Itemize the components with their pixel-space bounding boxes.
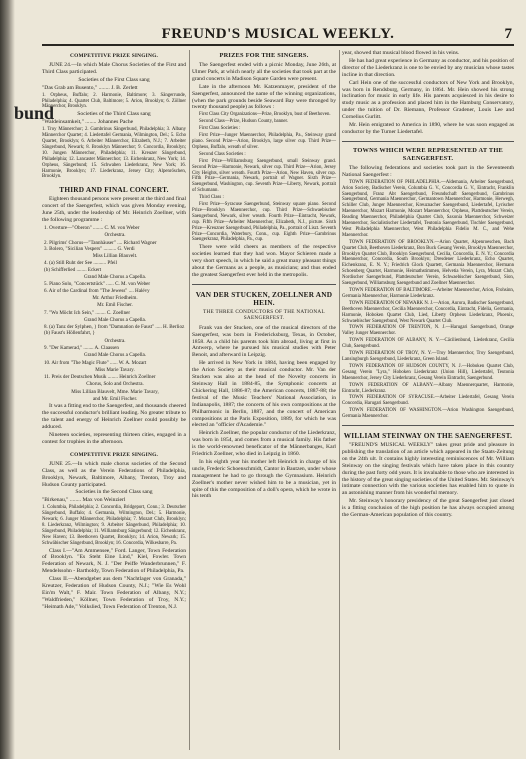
section-rule bbox=[342, 141, 514, 142]
article-subheading: THE THREE CONDUCTORS OF THE NATIONAL SAENGERFEST. bbox=[203, 308, 325, 322]
programme-item: 10. Air from "The Magic Flute" ...... W. A. Mozart bbox=[44, 359, 147, 366]
paragraph: It was a fitting end to the Saengerfest, and thousands cheered the successful conductor's brilliant leading. No greater tribute to the talent and energy of Heinrich Zoellner could possibly be adduced. bbox=[42, 403, 186, 431]
programme-item: 11. Preis der Deutschen Musik ........ Heinrich Zoellner bbox=[44, 374, 156, 381]
programme-item: Miss Lillian Blauvelt. bbox=[92, 253, 138, 260]
society-list: 1. Troy Männerchor; 2. Gambrinus Sängerbund, Philadelphia; 3. Albany Männerchor Quartet; 4. Liedertafel Germania, Wilmington, Del.; 5. Echo Quartet, Brooklyn; 6. Arbeiter Männerchor, Elizabeth, N.J.; 7. Arbeiter Sängerbund, Newark; 8. Brooklyn Männerchor; 9. Concordia, Brooklyn; 10. Jungen Männerchor, Philadelphia; 11. Kreuzer Sängerbund, Philadelphia; 12. Lancaster Männerchor; 13. Eichenkranz, New York; 14. Orpheus, Sängerbund; 15. Schwaben Liederkranz, New York; 16. Harmonie, Brooklyn; 17. Liederkranz, Jersey City; Alpenröschen, Brooklyn. bbox=[42, 127, 186, 180]
federation-list: TOWN FEDERATION OF WASHINGTON.—Arion Washington Saengerbund, Germania Maennerchor. bbox=[342, 408, 514, 420]
programme-item: Miss Lillian Blauvelt, Mme. Marie Tavary, bbox=[71, 388, 159, 395]
paragraph: JUNE 25.—In which male chorus societies of the Second Class, as well as the Verein Federations of Philadelphia, Brooklyn, Newark, Baltimore, Albany, Trenton, Troy and Hudson County participated. bbox=[42, 460, 186, 488]
programme-item: 3. Bolero, "Sicilian Vespers" .......... G. Verdi bbox=[44, 245, 135, 252]
programme-item: (b) Schifferlied ........ Eckert bbox=[44, 266, 102, 273]
federation-list: TOWN FEDERATION OF PHILADELPHIA.—Aldemania, Arbeiter Saengerbund, Arion Society, Badischer Verein, Columbia G. V., Concordia G. V., Eintracht, Franklin Saengerbund, Franz Abt Saengerbund, Freundschaft Saengerbund, Gambrinus Saengerbund, Germania Maennerchor, Germantown Maennerchor, Harmonie, Herwegh, Schiller Club, Junger Maennerchor, Kreuznacher Saengerbund, Liedertafel, Lyrischer Maennerchor, Mozart Harmonie, Mozart Maennerchor, Orpheus, Plattdeutscher Verein, Reading Maennerchor, Philadelphia Quartet Club, Saxonia Maennerchor, Schweizer Maennerchor, Socialistischer Liedertafel, Teutonia Saengerbund, Tischler Saengerbund, West Philadelphia Maennerchor, West Philadelphia Fidelio M. C., and Wehe Maennerchor. bbox=[342, 179, 514, 238]
column-2 bbox=[192, 50, 336, 750]
federation-list: TOWN FEDERATION OF TROY, N. Y.—Troy Maennerchor, Troy Saengerbund, Lansingburgh Saengerbund, Liederkranz, Green Island. bbox=[342, 351, 514, 362]
subheading: Societies of the First Class sang bbox=[78, 76, 150, 83]
paragraph: He has had great experience in Germany as conductor, and his position of director of the Liederkranz is one to be envied by any musician whose tastes incline in that direction. bbox=[342, 57, 514, 78]
song-title: "Waldeinsamkeit," ........ Johannes Pache bbox=[42, 119, 134, 126]
paragraph: Late in the afternoon Mr. Katzenmayer, president of the Saengerfest, announced the name of the winning organizations, (when the park grounds beside Seaward Bay were thronged by twenty thousand people) as follows : bbox=[192, 83, 336, 111]
paragraph: Eighteen thousand persons were present at the third and final concert of the Saengerfest, which was given Monday evening, June 25th, under the leadership of Mr. Heinrich Zoellner, with the following programme : bbox=[42, 196, 186, 224]
programme-item: Grand Male Chorus a Capella. bbox=[83, 316, 147, 323]
federation-list: TOWN FEDERATION OF ALBANY.—Albany Maennerquartet, Harmonie, Eintracht, Liederkranz. bbox=[342, 382, 514, 394]
programme-item: Miss Marie Tavary. bbox=[95, 366, 135, 373]
programme-item: Grand Male Chorus a Capella. bbox=[83, 274, 147, 281]
federation-list: TOWN FEDERATION OF BROOKLYN.—Arion Quartet, Alpenroeschen, Bach Quartet Club, Beethoven Liederkranz, Bon Buck Gesang Verein, Brooklyn Maennerchor, Brooklyn Quartet Club, Brooklyn Saengerbund, Cecilia, Concordia, E. N. Y.; Concordia Maennerchor, Concordia, South Brooklyn; Dresdener Liederkranz, Echo Quartet, Eichenkranz, E. N. Y.; Friedrich Glock Quartett, Germania Maennerchor, Hermann Schoenberg Quartet, Harmonie, Heimathstimmen, Helvetia Verein, Lyra, Mozart Club, Nordischer Saengerbund, Plattdeutscher Verein, Schwaebischer Saengerbund, Sion, Saengerbund, Williamsburg Saengerbund and Zoellner Maennerchor. bbox=[342, 239, 514, 287]
paragraph: Mr. Hein emigrated to America in 1890, where he was soon engaged as conductor by the Turner Liedertafel. bbox=[342, 122, 514, 135]
page-number: 7 bbox=[504, 26, 512, 42]
programme-item: Orchestra. bbox=[104, 232, 126, 239]
column-divider bbox=[189, 50, 190, 750]
paragraph: Frank van der Stucken, one of the musical directors of the Saengerfest, was born in Fredericksburg, Texas, in October, 1858. As a child his parents took him abroad, living at first in Antwerp, where he pursued his musical studies with Peter Benoit, and afterward in Leipzig. bbox=[192, 324, 336, 359]
article-heading: PRIZES FOR THE SINGERS. bbox=[219, 52, 309, 59]
programme-item: 5. Piano Solo, "Concertstück" ...... C. M. von Weber bbox=[44, 281, 151, 288]
section-rule bbox=[192, 284, 336, 285]
subheading: Societies in the Second Class sang bbox=[75, 489, 153, 496]
society-list: 1. Columbia, Philadelphia; 2. Concordia, Bridgeport, Conn.; 3. Deutscher Sängerbund, Buffalo; 4. Germania, Wilmington, Del.; 5. Harmonie, Newark; 6. Junger Männerchor, Philadelphia; 7. Mozart Club, Brooklyn; 8. Liederkranz, Wilmington; 9. Arbeiter Sängerbund, Philadelphia; 10. Sängerbund, Philadelphia; 11. Williamsburg Sängerbund; 12. Eichenkranz, New Haven; 13. Beethoven Quartet, Brooklyn; 14. Arion, Newark; 15. Schwäbischer Sängerbund, Brooklyn; 16. Concordia, Wilkesbarre, Pa. bbox=[42, 505, 186, 546]
federation-list: TOWN FEDERATION OF ALBANY, N. Y.—Cäcilienbund, Liederkranz, Cecilia Club, Saengerbund. bbox=[342, 338, 514, 350]
subheading: Societies of the Third Class sang bbox=[77, 111, 151, 118]
concert-programme bbox=[42, 225, 186, 402]
masthead-title: FREUND'S MUSICAL WEEKLY. bbox=[161, 26, 395, 42]
paragraph: Mr. Steinway's honorary presidency of the great Saengerfest just closed is a fitting conclusion of the high position he has always occupied among the German-American population of this country. bbox=[342, 498, 514, 519]
federation-list: TOWN FEDERATION OF BALTIMORE.—Arbeiter Maennerchor, Arion, Frohsinn, Germania Maennerchor, Harmonie Liederkranz. bbox=[342, 288, 514, 299]
section-heading: THIRD AND FINAL CONCERT. bbox=[59, 185, 169, 195]
prize-entry: First Prize—Syracuse Saengerbund, Steinway square piano. Second Prize—Brooklyn Maennerchor, cup. Third Prize—Schwaebischer Saengerbund, Newark, silver wreath. Fourth Prize—Eintracht, Newark, cup. Fifth Prize—Arbeiter Maennerchor, Elizabeth, N.J., picture. Sixth Prize—Kreuzner Saengerbund, Philadelphia, Pa., portrait of Liszt. Seventh Prize—Concordia, Waterbury, Conn., cup. Eighth Prize—Gambrinus Saengerkranz, Philadelphia, Pa., cup. bbox=[192, 202, 336, 243]
song-title: "Das Grab am Busento," ........ J. B. Zerlett bbox=[42, 84, 138, 91]
programme-item: 9. "Der Kamerad," ........ A. Claassen bbox=[44, 344, 119, 351]
programme-item: Mr. Arthur Friedheim. bbox=[92, 294, 138, 301]
programme-item: Mr. Emil Fischer. bbox=[97, 302, 133, 309]
programme-item: Grand Male Chorus a Capella. bbox=[83, 352, 147, 359]
federation-list: TOWN FEDERATION OF TRENTON, N. J.—Harugari Saengerbund, Orange Valley Junger Maennerchor. bbox=[342, 325, 514, 337]
facing-page-fragment: bund bbox=[14, 103, 55, 123]
paragraph: "FREUND'S MUSICAL WEEKLY" takes great pride and pleasure in publishing the translation of an article which appeared in the Staats-Zeitung on the 24th ult. It contains highly interesting reminiscences of Mr. William Steinway on the singing festivals which have taken place in this country during the past forty odd years. It is invaluable to those who are interested in the history of the great singing societies of the United States. Mr. Steinway's intimate connection with the various societies has enabled him to quote in an astonishing manner from his wonderful memory. bbox=[342, 442, 514, 497]
paragraph: There were wild cheers as members of the respective societies learned that they had won. Mayor Schieren made a very short speech, in which he said a great many pleasant things about the Germans as a people, as musicians; and thus ended the greatest Saengerfest ever held in the metropolis. bbox=[192, 244, 336, 278]
book-binding-shadow bbox=[0, 0, 15, 759]
article-heading: VAN DER STUCKEN, ZOELLNER AND HEIN. bbox=[195, 289, 333, 307]
section-rule bbox=[342, 425, 514, 426]
programme-item: 4. (a) Still Ruht der See .......... Pfeil bbox=[44, 260, 118, 267]
federation-list: TOWN FEDERATION OF NEWARK N. J.—Arion, Aurora, Badischer Saengerbund, Beethoven Maennerchor, Cecilia Maennerchor, Concordia, Eintracht, Fidelia, Germania, Harmonie, Hoboken Quartet Club, Lied, Liberty Orpheus Liederkranz, Phoenix, Schwaebischer Saengerbund, West Newark Quartet Club. bbox=[342, 300, 514, 324]
paragraph: Nineteen societies, representing thirteen cities, engaged in a contest for trophies in the afternoon. bbox=[42, 431, 186, 445]
programme-item: and Mr. Emil Fischer. bbox=[92, 396, 138, 403]
prize-entry: Second Class—Prize, Hudson County, banner. bbox=[199, 119, 289, 125]
federation-list: TOWN FEDERATION OF SYRACUSE.—Arbeiter Liedertafel, Gesang Verein Concordia, Harugari Saengerbund. bbox=[342, 395, 514, 407]
paragraph: The following federations and societies took part in the Seventeenth National Saengerfest : bbox=[342, 164, 514, 178]
programme-item: Chorus, Solo and Orchestra. bbox=[86, 381, 144, 388]
paragraph: In his eighth year his mother left Heinrich in charge of his uncle, Frederic Schoenschmidt, Cantor in Bautzen, under whose management he had to go through the Gymnasium. Heinrich Zoellner's mother never wished him to be a musician, yet in spite of this the composition of a doll's opera, which he wrote in his tenth bbox=[192, 458, 336, 500]
society-list: 1. Orpheus, Buffalo; 2. Harmonie, Baltimore; 3. Sängerrunde, Philadelphia; 4. Quartet Club, Baltimore; 5. Arion, Brooklyn; 6. Zöllner Männerchor, Brooklyn. bbox=[42, 92, 186, 110]
paragraph: year, showed that musical blood flowed in his veins. bbox=[342, 50, 460, 56]
paragraph: JUNE 24.—In which Male Chorus Societies of the First and Third Class participated. bbox=[42, 62, 186, 75]
programme-item: Orchestra. bbox=[104, 337, 126, 344]
programme-item: 8. (a) Tanz der Sylphen, } from "Damnation de Faust" ..... H. Berlioz bbox=[44, 324, 185, 331]
prize-entry: Second Class Societies : bbox=[199, 151, 246, 157]
column-3 bbox=[342, 50, 514, 750]
programme-item: 2. Pilgrims' Chorus—"Tannhäuser" .... Richard Wagner bbox=[44, 239, 157, 246]
article-heading: WILLIAM STEINWAY ON THE SAENGERFEST. bbox=[343, 431, 513, 441]
paragraph: The Saengerfest ended with a picnic Monday, June 26th, at Ulmer Park, at which nearly all the societies that took part at the grand concerts in Madison Square Garden were present. bbox=[192, 62, 336, 82]
song-title: "Birkenau," ........ Max von Weinzierl bbox=[42, 497, 126, 504]
section-heading: COMPETITIVE PRIZE SINGING. bbox=[69, 451, 159, 458]
column-1 bbox=[42, 50, 186, 750]
prize-entry: First Prize—Junger Maennerchor, Philadelphia, Pa., Steinway grand piano. Second Prize—Arion, Brooklyn, large silver cup. Third Prize—Orpheus, Buffalo, wreath of silver. bbox=[192, 133, 336, 150]
prize-entry: First Prize—Williamsburg Saengerbund, small Steinway grand. Second Prize—Harmonie, Newark, silver cup. Third Prize—Arion, Jersey City Heights, silver wreath. Fourth Prize—Arion, New Haven, silver cup. Fifth Prize—Germania, Newark, portrait of Wagner. Sixth Prize—Saengerbund, Washington, cup. Seventh Prize—Liberty, Newark, portrait of Schumann. bbox=[192, 158, 336, 194]
header-rule bbox=[42, 44, 514, 46]
paragraph: Carl Hein one of the successful conductors of New York and Brooklyn, was born in Rendsburg, Germany, in 1864. Mr. Hein showed his strong inclination for music in early life. His parents acquiesced in his desire to study music as a profession and placed him in the Hamburg Conservatory, under the tuition of Dr. Riemann, Professor Gradener, Louis Lee and Cornelius Gurlitt. bbox=[342, 79, 514, 121]
prize-entry: First Class Societies : bbox=[199, 126, 241, 132]
programme-item: (b) Faust's Höllenfahrt, } bbox=[44, 330, 95, 337]
paragraph: Class I.—"Am Ammensee," Ford. Langer, Town Federation of Brooklyn. "Es Steht Eine Lind," Kiel, Fowler. Town Federation of Newark, N. J. "Der Peiffe Wanderbrunnen," F. Mendelssohn - Bartholdy, Town Federation of Philadelphia, Pa. bbox=[42, 547, 186, 575]
programme-item: 1. Overture—"Oberon" ........ C. M. von Weber bbox=[44, 224, 140, 231]
prize-entry: First Class City Organizations—Prize, Brooklyn, bust of Beethoven. bbox=[199, 112, 331, 118]
programme-item: 7. "Wo Möcht Ich Sein," ........ C. Zoellner bbox=[44, 309, 131, 316]
paragraph: Class II.—Abendgebet aus dem "Nachtlager von Granada," Kreutzer, Federation of Hudson County, N.J.; "Wie Es Wohl Ein'm Walt," F. Mair. Town Federation of Albany, N.Y.; "Waldfrieden," Köllner, Town Federation of Troy, N.Y.; "Heimath Ade," Volkslied, Town Federation of Trenton, N.J. bbox=[42, 576, 186, 610]
prize-entry: Third Class : bbox=[199, 195, 224, 201]
federation-list: TOWN FEDERATION OF HUDSON COUNTY, N. J.—Hoboken Quartet Club, Gesang Verein "Lyra," Hoboken Liederkranz (Union Hill), Liedertafel, Teutonia Maennerchor, Jersey City Liederkranz, Gesang Verein Eintracht, Saengerbund. bbox=[342, 363, 514, 381]
programme-item: 6. Air of the Cardinal from "The Jewess" .... Halévy bbox=[44, 287, 150, 294]
article-heading: TOWNS WHICH WERE REPRESENTED AT THE SAENGERFEST. bbox=[353, 146, 503, 162]
paragraph: Heinrich Zoellner, the popular conductor of the Liederkranz, was born in 1854, and comes from a musical family. His father is the world-renowned beneficator of the Männerbanges, Karl Friedrich Zoellner, who died in Leipzig in 1860. bbox=[192, 430, 336, 458]
section-heading: COMPETITIVE PRIZE SINGING. bbox=[69, 53, 159, 59]
column-divider bbox=[339, 50, 340, 750]
paragraph: He arrived in New York in 1884, having been engaged by the Arion Society as their musical conductor. Mr. Van der Stucken was also at the head of the Novelty concerts in Steinway Hall in 1884-85, the Symphonic concerts at Chickering Hall, 1886-87; the American concerts, 1887-88; the festival of the Music Teachers' National Association, in Indianapolis, 1887; the concerts of his own compositions at the Philharmonic in Berlin, 1887, and the concert of American compositions at the Paris Exposition, 1889, for which he was elected an "officier d'Academie." bbox=[192, 360, 336, 429]
